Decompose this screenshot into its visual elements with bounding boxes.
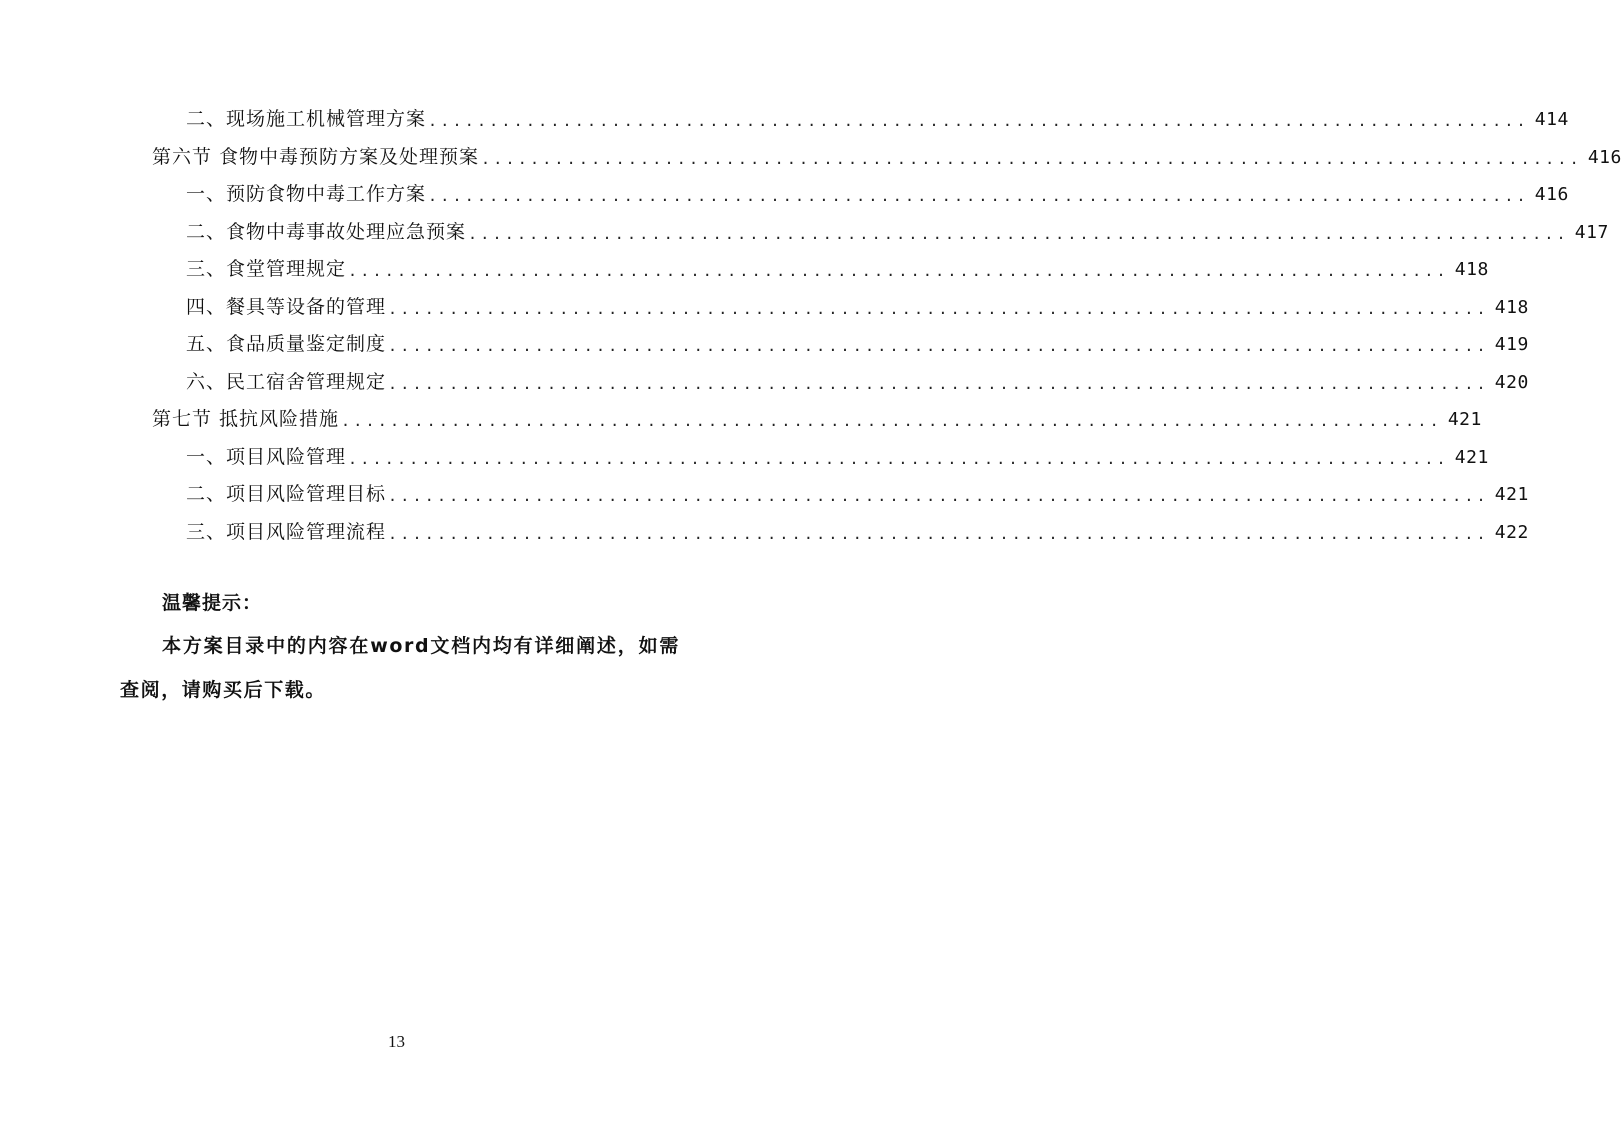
toc-leader-dots: ..........................................................................................: [388, 337, 1489, 355]
toc-entry[interactable]: [152, 401, 1482, 438]
toc-entry-page: 421: [1494, 484, 1529, 505]
toc-leader-dots: ..........................................................................................: [428, 187, 1529, 205]
toc-entry-page: 421: [1447, 409, 1482, 430]
toc-entry[interactable]: [186, 289, 1529, 326]
toc-entry-title: 第七节 抵抗风险措施: [152, 408, 340, 430]
toc-leader-dots: ..........................................................................................: [388, 299, 1489, 318]
toc-entry-title: 二、现场施工机械管理方案: [186, 108, 427, 130]
toc-entry-title: 六、民工宿舍管理规定: [186, 370, 387, 393]
toc-entry-page: 419: [1494, 334, 1529, 355]
toc-entry[interactable]: [186, 251, 1489, 288]
toc-leader-dots: ..........................................................................................: [481, 149, 1582, 168]
toc-entry[interactable]: [186, 514, 1529, 551]
toc-entry-title: 五、食品质量鉴定制度: [186, 333, 387, 355]
toc-leader-dots: ..........................................................................................: [428, 112, 1529, 130]
toc-entry-title: 四、餐具等设备的管理: [186, 295, 387, 318]
toc-entry-title: 一、预防食物中毒工作方案: [186, 183, 427, 205]
toc-entry-title: 三、食堂管理规定: [186, 258, 347, 280]
toc-entry-page: 417: [1574, 221, 1609, 243]
toc-entry-title: 三、项目风险管理流程: [186, 520, 387, 543]
toc-leader-dots: ..........................................................................................: [348, 449, 1449, 468]
toc-leader-dots: ..........................................................................................: [348, 262, 1449, 280]
toc-entry[interactable]: [186, 326, 1529, 363]
toc-entry-page: 418: [1494, 296, 1529, 318]
toc-entry-page: 418: [1454, 259, 1489, 280]
toc-entry-page: 420: [1494, 371, 1529, 393]
toc-entry-page: 422: [1494, 521, 1529, 543]
toc-entry[interactable]: [186, 439, 1489, 476]
toc-leader-dots: ..........................................................................................: [388, 487, 1489, 505]
toc-entry-title: 二、食物中毒事故处理应急预案: [186, 220, 467, 243]
tip-body-text: 本方案目录中的内容在word文档内均有详细阐述，如需查阅，请购买后下载。: [120, 635, 680, 701]
toc-entry[interactable]: [186, 214, 1609, 251]
toc-leader-dots: ..........................................................................................: [388, 524, 1489, 543]
toc-entry-page: 416: [1534, 184, 1569, 205]
toc-entry[interactable]: [152, 139, 1622, 176]
toc-entry[interactable]: [186, 476, 1529, 513]
toc-leader-dots: ..........................................................................................: [468, 224, 1569, 243]
toc-entry[interactable]: [186, 176, 1569, 213]
tip-heading: 温馨提示：: [162, 592, 263, 614]
toc-entry[interactable]: [186, 364, 1529, 401]
toc-leader-dots: ..........................................................................................: [341, 412, 1442, 430]
toc-entry[interactable]: [186, 101, 1569, 138]
toc-entry-page: 421: [1454, 446, 1489, 468]
toc-entry-page: 416: [1587, 146, 1622, 168]
toc-entry-page: 414: [1534, 109, 1569, 130]
page-number: 13: [388, 1032, 405, 1051]
toc-leader-dots: ..........................................................................................: [388, 374, 1489, 393]
toc-entry-title: 二、项目风险管理目标: [186, 483, 387, 505]
toc-entry-title: 一、项目风险管理: [186, 445, 347, 468]
toc-entry-title: 第六节 食物中毒预防方案及处理预案: [152, 145, 480, 168]
